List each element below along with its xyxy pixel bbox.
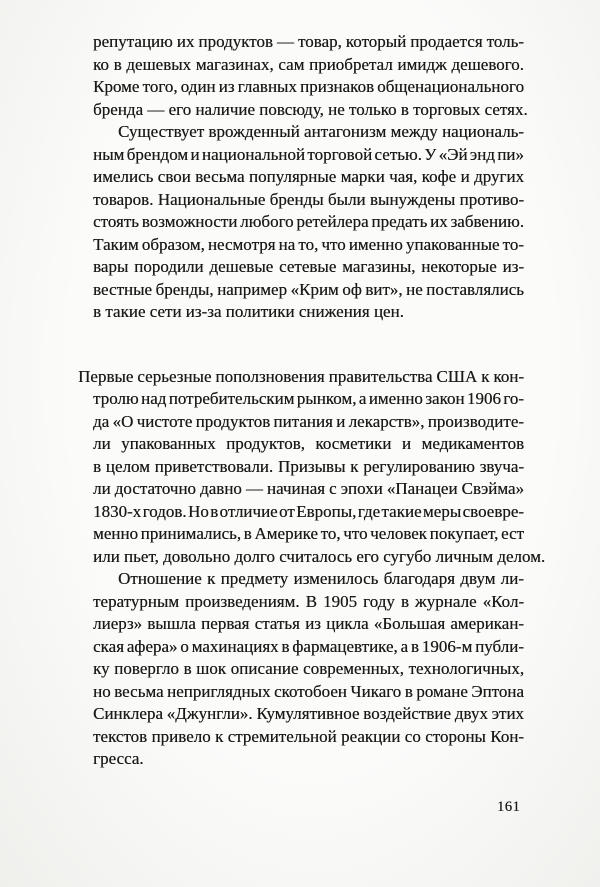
- text-line: или пьет, довольно долго считалось его сугубо личным делом.: [93, 546, 546, 566]
- text-line: ская афера» о махинациях в фармацевтике, а в 1906-м публи-: [93, 636, 524, 656]
- text-line: вары породили дешевые сетевые магазины, некоторые из-: [93, 257, 524, 276]
- paragraph-4: [93, 568, 524, 771]
- text-line: 1830-х годов. Но в отличие от Европы, где такие меры своевре-: [93, 501, 524, 521]
- text-line: ным брендом и национальной торговой сетью. У «Эй энд пи»: [93, 144, 524, 164]
- text-line: Первые серьезные поползновения правительства США к кон-: [78, 366, 524, 386]
- text-line: но весьма неприглядных скотобоен Чикаго в романе Эптона: [93, 681, 524, 701]
- text-line: Таким образом, несмотря на то, что именно упакованные то-: [93, 234, 524, 254]
- text-line: ку повергло в шок описание современных, технологичных,: [93, 659, 524, 678]
- paragraph-2: [93, 121, 524, 324]
- text-line: Синклера «Джунгли». Кумулятивное воздействие двух этих: [93, 704, 524, 723]
- text-line: стоять возможности любого ретейлера предать их забвению.: [93, 212, 524, 231]
- text-line: ли упакованных продуктов, косметики и медикаментов: [93, 434, 524, 453]
- text-line: Отношение к предмету изменилось благодаря двум ли-: [118, 569, 524, 588]
- text-line: менно принимались, в Америке то, что человек покупает, ест: [93, 524, 524, 543]
- text-line: ко в дешевых магазинах, сам приобретал имидж дешевого.: [93, 54, 524, 74]
- paragraph-3: [78, 366, 546, 569]
- text-line: тературным произведениям. В 1905 году в журнале «Кол-: [93, 591, 524, 611]
- text-line: гресса.: [93, 749, 144, 768]
- page-number: 161: [497, 799, 521, 815]
- text-line: вестные бренды, например «Крим оф вит», не поставлялись: [93, 279, 524, 299]
- text-line: товаров. Национальные бренды были вынуждены противо-: [93, 189, 524, 209]
- paragraph-1: [93, 31, 528, 121]
- text-line: тролю над потребительским рынком, а именно закон 1906 го-: [93, 389, 524, 408]
- text-line: Кроме того, один из главных признаков общенационального: [93, 77, 524, 96]
- text-line: да «О чистоте продуктов питания и лекарств», производите-: [93, 411, 524, 431]
- text-line: бренда — его наличие повсюду, не только в торговых сетях.: [93, 99, 528, 119]
- text-line: в такие сети из-за политики снижения цен.: [93, 302, 404, 321]
- text-line: имелись свои весьма популярные марки чая, кофе и других: [93, 167, 524, 186]
- text-line: лиерз» вышла первая статья из цикла «Большая американ-: [93, 614, 524, 633]
- text-line: репутацию их продуктов — товар, который продается толь-: [93, 32, 524, 51]
- text-line: Существует врожденный антагонизм между националь-: [118, 122, 524, 141]
- text-line: ли достаточно давно — начиная с эпохи «Панацеи Свэйма»: [93, 479, 524, 498]
- text-line: текстов привело к стремительной реакции со стороны Кон-: [93, 726, 524, 746]
- text-block: [78, 31, 546, 771]
- text-line: в целом приветствовали. Призывы к регулированию звуча-: [93, 456, 524, 476]
